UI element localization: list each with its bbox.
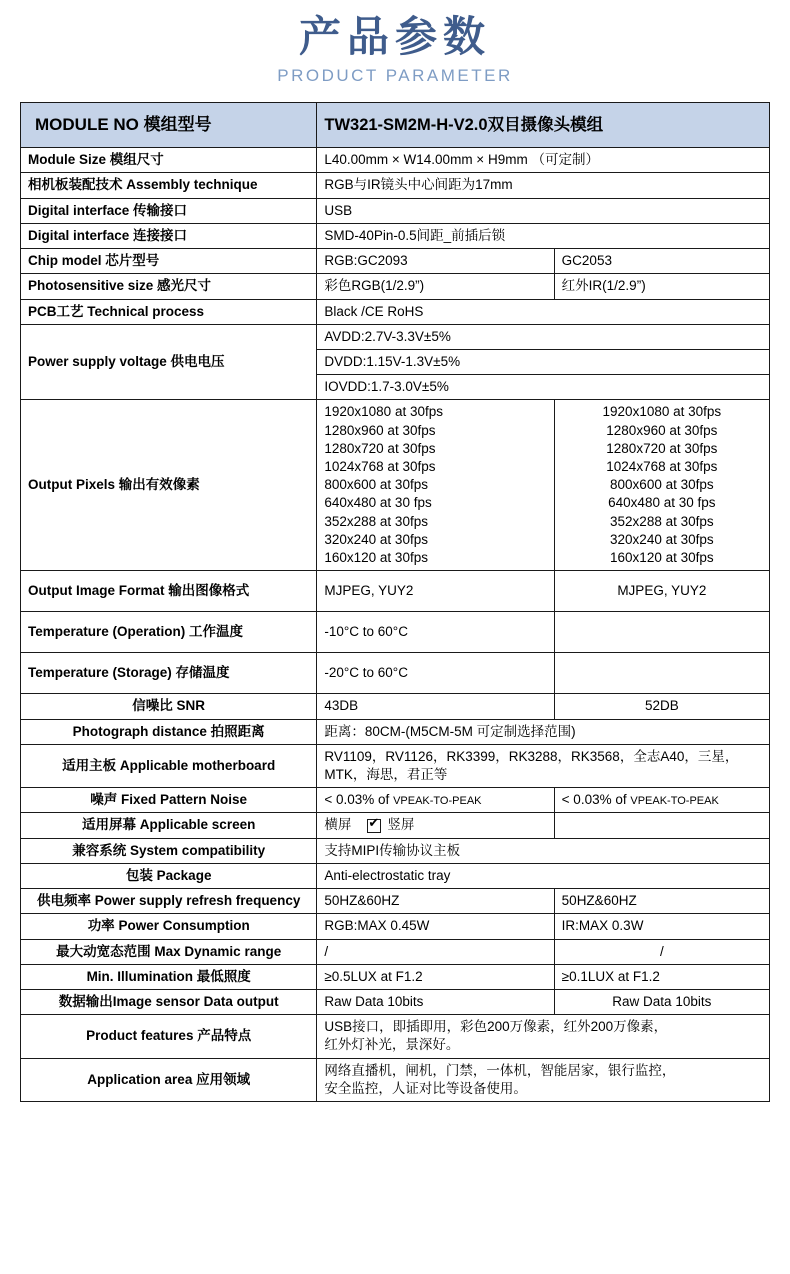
power-supply-label: Power supply voltage 供电电压 — [21, 324, 317, 400]
row-value-b: GC2053 — [554, 249, 769, 274]
pixel-item: 160x120 at 30fps — [610, 550, 714, 566]
table-header-row — [21, 103, 770, 148]
application-area-row — [21, 1058, 770, 1101]
row-value-a: 50HZ&60HZ — [317, 889, 554, 914]
screen-options — [317, 813, 554, 838]
noise-row — [21, 788, 770, 813]
module-no-value: TW321-SM2M-H-V2.0双目摄像头模组 — [317, 103, 770, 148]
pixel-item: 1920x1080 at 30fps — [602, 404, 722, 420]
row-value: L40.00mm × W14.00mm × H9mm （可定制） — [317, 148, 770, 173]
row-label: 供电频率 Power supply refresh frequency — [21, 889, 317, 914]
pixel-item: 1024x768 at 30fps — [324, 459, 436, 475]
row-value-b: Raw Data 10bits — [554, 989, 769, 1014]
row-value: 距离：80CM-(M5CM-5M 可定制选择范围) — [317, 719, 770, 744]
pixel-item: 320x240 at 30fps — [324, 531, 428, 547]
power-supply-row-1 — [21, 324, 770, 349]
noise-value-a — [317, 788, 554, 813]
output-pixels-row — [21, 400, 770, 571]
table-row — [21, 223, 770, 248]
pixel-item: 1280x720 at 30fps — [606, 440, 718, 456]
noise-value-b-main: < 0.03% of — [561, 792, 631, 808]
row-value-b: IR:MAX 0.3W — [554, 914, 769, 939]
pixel-item: 1280x720 at 30fps — [324, 440, 436, 456]
screen-option-portrait[interactable]: 竖屏 — [387, 817, 415, 833]
table-row — [21, 299, 770, 324]
page-title-cn: 产品参数 — [298, 12, 491, 61]
power-supply-value-dvdd: DVDD:1.15V-1.3V±5% — [317, 349, 770, 374]
row-value: RGB与IR镜头中心间距为17mm — [317, 173, 770, 198]
application-line: 网络直播机，闸机，门禁，一体机，智能居家，银行监控， — [324, 1062, 676, 1078]
power-supply-value-iovdd: IOVDD:1.7-3.0V±5% — [317, 375, 770, 400]
row-label: Min. Illumination 最低照度 — [21, 964, 317, 989]
application-area-label: Application area 应用领域 — [21, 1058, 317, 1101]
row-label: PCB工艺 Technical process — [21, 299, 317, 324]
row-value-b — [554, 653, 769, 694]
row-value: 支持MIPI传输协议主板 — [317, 838, 770, 863]
table-row — [21, 653, 770, 694]
row-value-a: RGB:GC2093 — [317, 249, 554, 274]
noise-value-b-unit: VPEAK-TO-PEAK — [630, 795, 719, 808]
row-value-a: MJPEG, YUY2 — [317, 571, 554, 612]
table-row — [21, 914, 770, 939]
row-value-a: 彩色RGB(1/2.9”) — [317, 274, 554, 299]
noise-value-b — [554, 788, 769, 813]
row-label: 信噪比 SNR — [21, 694, 317, 719]
table-row — [21, 249, 770, 274]
row-label: Output Image Format 输出图像格式 — [21, 571, 317, 612]
feature-line: 红外灯补光，景深好。 — [324, 1037, 460, 1053]
pixel-item: 1024x768 at 30fps — [606, 459, 718, 475]
pixel-item: 1920x1080 at 30fps — [324, 404, 443, 420]
row-label: Temperature (Storage) 存储温度 — [21, 653, 317, 694]
row-label: 功率 Power Consumption — [21, 914, 317, 939]
row-label: Digital interface 传输接口 — [21, 198, 317, 223]
noise-value-a-unit: VPEAK-TO-PEAK — [393, 795, 482, 808]
row-value: SMD-40Pin-0.5间距_前插后锁 — [317, 223, 770, 248]
row-label: 包装 Package — [21, 863, 317, 888]
pixel-item: 1280x960 at 30fps — [324, 422, 436, 438]
row-value: Anti-electrostatic tray — [317, 863, 770, 888]
page-title-en: PRODUCT PARAMETER — [277, 66, 513, 86]
table-row — [21, 989, 770, 1014]
power-supply-value-avdd: AVDD:2.7V-3.3V±5% — [317, 324, 770, 349]
row-value-a: / — [317, 939, 554, 964]
module-no-label: MODULE NO 模组型号 — [21, 103, 317, 148]
application-line: 安全监控，人证对比等设备使用。 — [324, 1080, 527, 1096]
pixel-item: 160x120 at 30fps — [324, 550, 428, 566]
table-row — [21, 274, 770, 299]
screen-label: 适用屏幕 Applicable screen — [21, 813, 317, 838]
row-value-b: / — [554, 939, 769, 964]
row-value-b: 红外IR(1/2.9”) — [554, 274, 769, 299]
pixel-item: 800x600 at 30fps — [610, 477, 714, 493]
screen-option-landscape[interactable]: 横屏 — [324, 817, 352, 833]
row-label: Photograph distance 拍照距离 — [21, 719, 317, 744]
table-row — [21, 173, 770, 198]
product-features-row — [21, 1015, 770, 1058]
row-value-a: Raw Data 10bits — [317, 989, 554, 1014]
pixel-item: 320x240 at 30fps — [610, 531, 714, 547]
feature-line: USB接口，即插即用，彩色200万像素，红外200万像素， — [324, 1019, 668, 1035]
row-label: 适用主板 Applicable motherboard — [21, 744, 317, 787]
screen-row — [21, 813, 770, 838]
output-pixels-list-rgb — [317, 400, 554, 571]
table-row — [21, 571, 770, 612]
row-label: Digital interface 连接接口 — [21, 223, 317, 248]
product-features-value — [317, 1015, 770, 1058]
table-row — [21, 719, 770, 744]
row-label: 相机板装配技术 Assembly technique — [21, 173, 317, 198]
specification-table — [20, 102, 770, 1102]
row-value-b — [554, 612, 769, 653]
row-label: 数据输出Image sensor Data output — [21, 989, 317, 1014]
row-value-b: 52DB — [554, 694, 769, 719]
row-label: 兼容系统 System compatibility — [21, 838, 317, 863]
pixel-item: 800x600 at 30fps — [324, 477, 428, 493]
row-value-b: MJPEG, YUY2 — [554, 571, 769, 612]
row-value: RV1109，RV1126，RK3399，RK3288，RK3568，全志A40，三星，MTK，海思，君正等 — [317, 744, 770, 787]
row-value-a: RGB:MAX 0.45W — [317, 914, 554, 939]
pixel-item: 640x480 at 30 fps — [608, 495, 716, 511]
table-row — [21, 863, 770, 888]
row-label: Temperature (Operation) 工作温度 — [21, 612, 317, 653]
output-pixels-list-ir — [554, 400, 769, 571]
table-row — [21, 939, 770, 964]
pixel-item: 640x480 at 30 fps — [324, 495, 432, 511]
row-label: Chip model 芯片型号 — [21, 249, 317, 274]
table-row — [21, 612, 770, 653]
noise-label: 噪声 Fixed Pattern Noise — [21, 788, 317, 813]
row-value-b: 50HZ&60HZ — [554, 889, 769, 914]
product-features-label: Product features 产品特点 — [21, 1015, 317, 1058]
noise-value-a-main: < 0.03% of — [324, 792, 394, 808]
page-header — [0, 0, 790, 86]
table-row — [21, 148, 770, 173]
output-pixels-label: Output Pixels 输出有效像素 — [21, 400, 317, 571]
table-row — [21, 198, 770, 223]
row-value-b: ≥0.1LUX at F1.2 — [554, 964, 769, 989]
row-label: 最大动宽态范围 Max Dynamic range — [21, 939, 317, 964]
row-label: Photosensitive size 感光尺寸 — [21, 274, 317, 299]
checkbox-checked-icon[interactable] — [367, 819, 381, 833]
row-value-a: ≥0.5LUX at F1.2 — [317, 964, 554, 989]
table-row — [21, 694, 770, 719]
row-value-a: -20°C to 60°C — [317, 653, 554, 694]
row-value-a: -10°C to 60°C — [317, 612, 554, 653]
application-area-value — [317, 1058, 770, 1101]
screen-option-group — [324, 816, 546, 834]
row-value: USB — [317, 198, 770, 223]
table-row — [21, 889, 770, 914]
table-row — [21, 838, 770, 863]
row-label: Module Size 模组尺寸 — [21, 148, 317, 173]
pixel-item: 1280x960 at 30fps — [606, 422, 718, 438]
pixel-item: 352x288 at 30fps — [610, 513, 714, 529]
table-row — [21, 964, 770, 989]
pixel-item: 352x288 at 30fps — [324, 513, 428, 529]
row-value-a: 43DB — [317, 694, 554, 719]
screen-empty — [554, 813, 769, 838]
row-value: Black /CE RoHS — [317, 299, 770, 324]
table-row — [21, 744, 770, 787]
